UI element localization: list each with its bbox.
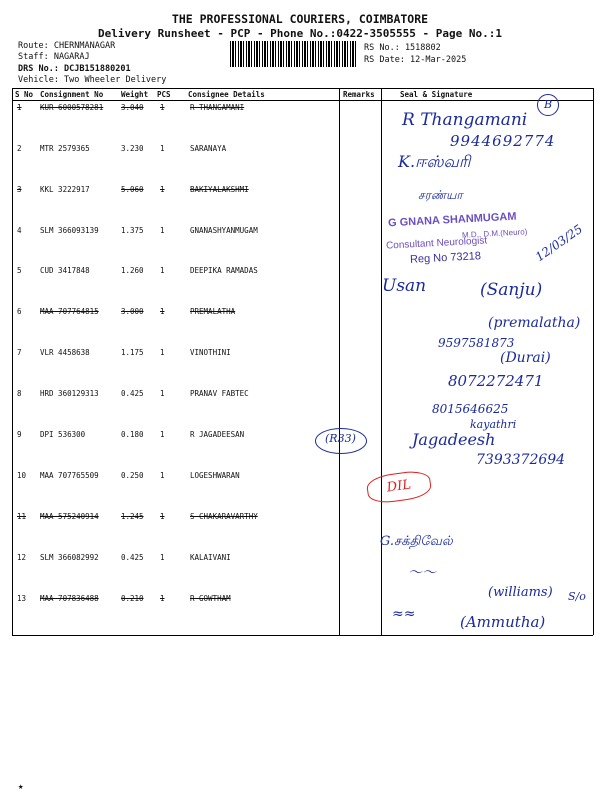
row-consignee: DEEPIKA RAMADAS xyxy=(190,266,258,275)
col-pcs: PCS xyxy=(157,90,171,99)
table-header-line xyxy=(12,100,593,101)
sig-r8-note: kayathri xyxy=(470,418,517,431)
sig-r12: G.சக்திவேல் xyxy=(380,534,453,549)
sig-r13-scribble: ≈≈ xyxy=(392,606,416,622)
sig-r1-name: R Thangamani xyxy=(402,110,528,130)
row-consignee: R THANGAMANI xyxy=(190,103,245,112)
row-consignment: MAA 707764815 xyxy=(40,307,99,316)
row-pcs: 1 xyxy=(160,389,165,398)
company-title: THE PROFESSIONAL COURIERS, COIMBATORE xyxy=(171,12,429,26)
row-consignee: GNANASHYANMUGAM xyxy=(190,226,258,235)
row-weight: 0.210 xyxy=(121,594,144,603)
row-consignment: KKL 3222917 xyxy=(40,185,90,194)
vehicle-label: Vehicle: Two Wheeler Delivery xyxy=(18,75,167,85)
sig-r5: Usan xyxy=(382,276,427,296)
row-consignment: SLM 366082992 xyxy=(40,553,99,562)
col-sno: S No xyxy=(15,90,34,99)
row-consignment: HRD 360129313 xyxy=(40,389,99,398)
row-weight: 1.375 xyxy=(121,226,144,235)
row-consignment: MAA 707765509 xyxy=(40,471,99,480)
row-sno: 12 xyxy=(17,553,27,562)
row-consignment: DPI 536300 xyxy=(40,430,86,439)
row-pcs: 1 xyxy=(160,471,165,480)
row-consignment: CUD 3417848 xyxy=(40,266,90,275)
row-pcs: 1 xyxy=(160,103,165,112)
row-consignee: R GOWTHAM xyxy=(190,594,231,603)
col-remarks: Remarks xyxy=(343,90,375,99)
table-top-line xyxy=(12,88,593,89)
row-pcs: 1 xyxy=(160,512,165,521)
row-pcs: 1 xyxy=(160,307,165,316)
table-row xyxy=(0,471,600,491)
row-weight: 0.425 xyxy=(121,389,144,398)
sig-r9: Jagadeesh xyxy=(412,430,496,449)
rs-date-label: RS Date: 12-Mar-2025 xyxy=(364,55,467,65)
row-consignment: KUR 6000578281 xyxy=(40,103,104,112)
row-consignee: S CHAKARAVARTHY xyxy=(190,512,258,521)
row-sno: 11 xyxy=(17,512,27,521)
sig-r6-name: (premalatha) xyxy=(488,315,581,331)
row-weight: 0.180 xyxy=(121,430,144,439)
sig-r13-extra: S/o xyxy=(568,590,586,603)
row-weight: 5.060 xyxy=(121,185,144,194)
row-pcs: 1 xyxy=(160,185,165,194)
row-consignment: VLR 4458638 xyxy=(40,348,90,357)
table-row xyxy=(0,185,600,205)
sig-r7-phone: 8072272471 xyxy=(448,372,544,390)
remark-r10-dil: DIL xyxy=(365,469,432,506)
row-sno: 4 xyxy=(17,226,22,235)
row-sno: 8 xyxy=(17,389,22,398)
col-seal: Seal & Signature xyxy=(400,90,473,99)
row-consignee: PREMALATHA xyxy=(190,307,236,316)
table-row xyxy=(0,430,600,450)
row-consignment: MAA 707836488 xyxy=(40,594,99,603)
row-consignee: VINOTHINI xyxy=(190,348,231,357)
sig-r7-name: (Durai) xyxy=(500,350,551,366)
stamp-doctor-degree: M.D., D.M.(Neuro) xyxy=(461,227,528,240)
row-sno: 10 xyxy=(17,471,27,480)
staff-label: Staff: NAGARAJ xyxy=(18,52,90,62)
row-weight: 3.000 xyxy=(121,307,144,316)
row-consignment: MAA 575240914 xyxy=(40,512,99,521)
table-row xyxy=(0,553,600,573)
footer-mark: ★ xyxy=(18,782,24,792)
row-sno: 3 xyxy=(17,185,22,194)
drs-label: DRS No.: DCJB151880201 xyxy=(18,64,131,74)
row-weight: 0.250 xyxy=(121,471,144,480)
col-consignee: Consignee Details xyxy=(188,90,265,99)
col-consignment: Consignment No xyxy=(40,90,104,99)
sig-r2: K.ஈஸ்வரி xyxy=(398,152,471,171)
row-consignee: PRANAV FABTEC xyxy=(190,389,249,398)
row-sno: 7 xyxy=(17,348,22,357)
row-pcs: 1 xyxy=(160,266,165,275)
runsheet-subtitle: Delivery Runsheet - PCP - Phone No.:0422-3505555 - Page No.:1 xyxy=(98,27,502,40)
row-weight: 1.260 xyxy=(121,266,144,275)
stamp-doctor-name: G GNANA SHANMUGAM xyxy=(387,210,517,230)
stamp-doctor-reg: Reg No 73218 xyxy=(409,250,482,266)
table-row xyxy=(0,512,600,532)
stamp-doctor-title: Consultant Neurologist xyxy=(385,235,488,252)
row-weight: 3.040 xyxy=(121,103,144,112)
sig-r5-name: (Sanju) xyxy=(480,280,543,300)
row-pcs: 1 xyxy=(160,226,165,235)
row-pcs: 1 xyxy=(160,430,165,439)
row-consignee: LOGESHWARAN xyxy=(190,471,240,480)
sig-r13-name2: (Ammutha) xyxy=(460,613,546,631)
row-consignee: SARANAYA xyxy=(190,144,227,153)
row-consignment: SLM 366093139 xyxy=(40,226,99,235)
row-consignee: KALAIVANI xyxy=(190,553,231,562)
col-weight: Weight xyxy=(121,90,149,99)
row-pcs: 1 xyxy=(160,594,165,603)
row-consignment: MTR 2579365 xyxy=(40,144,90,153)
row-sno: 1 xyxy=(17,103,22,112)
sig-r9-phone: 7393372694 xyxy=(476,452,566,468)
row-weight: 0.425 xyxy=(121,553,144,562)
row-weight: 1.175 xyxy=(121,348,144,357)
row-sno: 5 xyxy=(17,266,22,275)
table-bottom-line xyxy=(12,635,593,636)
row-pcs: 1 xyxy=(160,144,165,153)
row-sno: 9 xyxy=(17,430,22,439)
sig-r1-circle: B xyxy=(537,94,559,116)
row-consignee: R JAGADEESAN xyxy=(190,430,245,439)
sig-r12-scribble: ～～ xyxy=(408,565,436,581)
sig-r8-phone: 8015646625 xyxy=(432,402,509,416)
row-sno: 13 xyxy=(17,594,27,603)
sig-r13-name: (williams) xyxy=(488,585,553,600)
row-pcs: 1 xyxy=(160,348,165,357)
barcode xyxy=(230,41,358,67)
remark-r9: (R33) xyxy=(325,432,356,445)
table-row xyxy=(0,389,600,409)
sig-r4-date: 12/03/25 xyxy=(532,221,586,265)
sig-r1-phone: 9944692774 xyxy=(450,132,556,150)
sig-r6-phone: 9597581873 xyxy=(438,336,515,350)
row-consignee: BAKIYALAKSHMI xyxy=(190,185,249,194)
row-weight: 1.245 xyxy=(121,512,144,521)
row-sno: 6 xyxy=(17,307,22,316)
sig-r3: சரண்யா xyxy=(418,188,463,202)
row-weight: 3.230 xyxy=(121,144,144,153)
rs-no-label: RS No.: 1518802 xyxy=(364,43,441,53)
row-pcs: 1 xyxy=(160,553,165,562)
row-sno: 2 xyxy=(17,144,22,153)
route-label: Route: CHERNMANAGAR xyxy=(18,41,116,51)
